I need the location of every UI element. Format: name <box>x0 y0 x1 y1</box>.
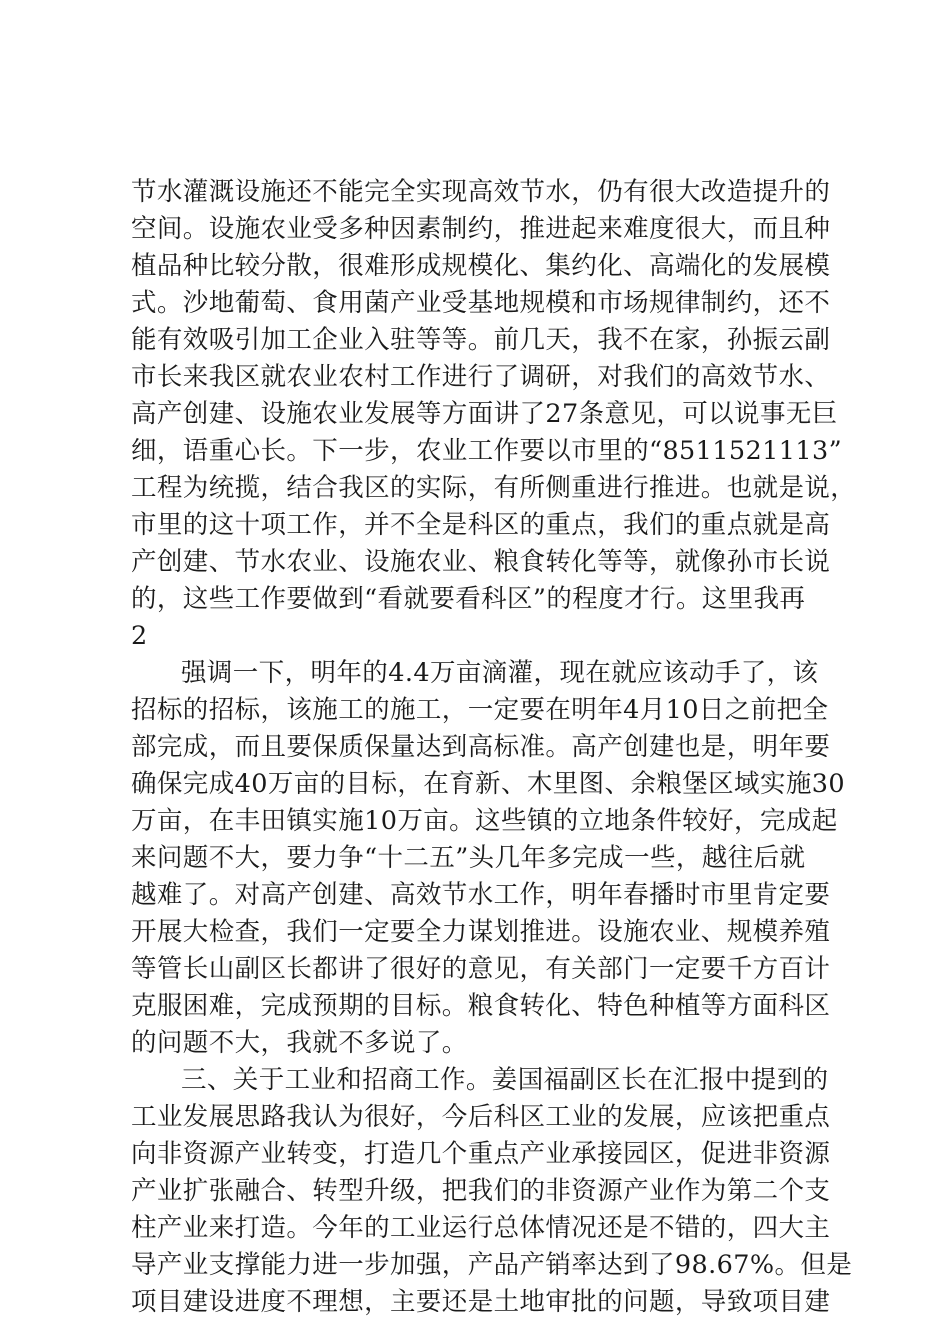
text-line: 能有效吸引加工企业入驻等等。前几天，我不在家，孙振云副 <box>131 325 831 355</box>
text-line: 细，语重心长。下一步，农业工作要以市里的“8511521113” <box>131 436 843 466</box>
text-line: 招标的招标，该施工的施工，一定要在明年4月10日之前把全 <box>131 695 829 725</box>
text-line: 来问题不大，要力争“十二五”头几年多完成一些，越往后就 <box>131 843 806 873</box>
text-line: 确保完成40万亩的目标，在育新、木里图、余粮堡区域实施30 <box>131 769 845 799</box>
text-line: 克服困难，完成预期的目标。粮食转化、特色种植等方面科区 <box>131 991 831 1021</box>
text-line: 高产创建、设施农业发展等方面讲了27条意见，可以说事无巨 <box>131 399 838 429</box>
page-number-inline: 2 <box>131 621 148 651</box>
text-line: 向非资源产业转变，打造几个重点产业承接园区，促进非资源 <box>131 1139 831 1169</box>
text-line: 开展大检查，我们一定要全力谋划推进。设施农业、规模养殖 <box>131 917 831 947</box>
text-line: 越难了。对高产创建、高效节水工作，明年春播时市里肯定要 <box>131 880 831 910</box>
text-line: 部完成，而且要保质保量达到高标准。高产创建也是，明年要 <box>131 732 831 762</box>
text-line: 强调一下，明年的4.4万亩滴灌，现在就应该动手了，该 <box>181 658 819 688</box>
text-line: 产业扩张融合、转型升级，把我们的非资源产业作为第二个支 <box>131 1176 831 1206</box>
text-line: 柱产业来打造。今年的工业运行总体情况还是不错的，四大主 <box>131 1213 831 1243</box>
text-line: 产创建、节水农业、设施农业、粮食转化等等，就像孙市长说 <box>131 547 831 577</box>
text-line: 节水灌溉设施还不能完全实现高效节水，仍有很大改造提升的 <box>131 177 831 207</box>
text-line: 的，这些工作要做到“看就要看科区”的程度才行。这里我再 <box>131 584 806 614</box>
text-line: 万亩，在丰田镇实施10万亩。这些镇的立地条件较好，完成起 <box>131 806 838 836</box>
text-line: 的问题不大，我就不多说了。 <box>131 1028 468 1058</box>
text-line: 市里的这十项工作，并不全是科区的重点，我们的重点就是高 <box>131 510 831 540</box>
text-line: 工业发展思路我认为很好，今后科区工业的发展，应该把重点 <box>131 1102 831 1132</box>
text-line: 工程为统揽，结合我区的实际，有所侧重进行推进。也就是说， <box>131 473 857 503</box>
text-line: 式。沙地葡萄、食用菌产业受基地规模和市场规律制约，还不 <box>131 288 831 318</box>
text-line: 植品种比较分散，很难形成规模化、集约化、高端化的发展模 <box>131 251 831 281</box>
text-line: 市长来我区就农业农村工作进行了调研，对我们的高效节水、 <box>131 362 831 392</box>
text-line: 导产业支撑能力进一步加强，产品产销率达到了98.67%。但是 <box>131 1250 853 1280</box>
text-line: 空间。设施农业受多种因素制约，推进起来难度很大，而且种 <box>131 214 831 244</box>
text-line: 等管长山副区长都讲了很好的意见，有关部门一定要千方百计 <box>131 954 831 984</box>
text-line: 三、关于工业和招商工作。姜国福副区长在汇报中提到的 <box>181 1065 829 1095</box>
text-line: 项目建设进度不理想，主要还是土地审批的问题，导致项目建 <box>131 1287 831 1317</box>
